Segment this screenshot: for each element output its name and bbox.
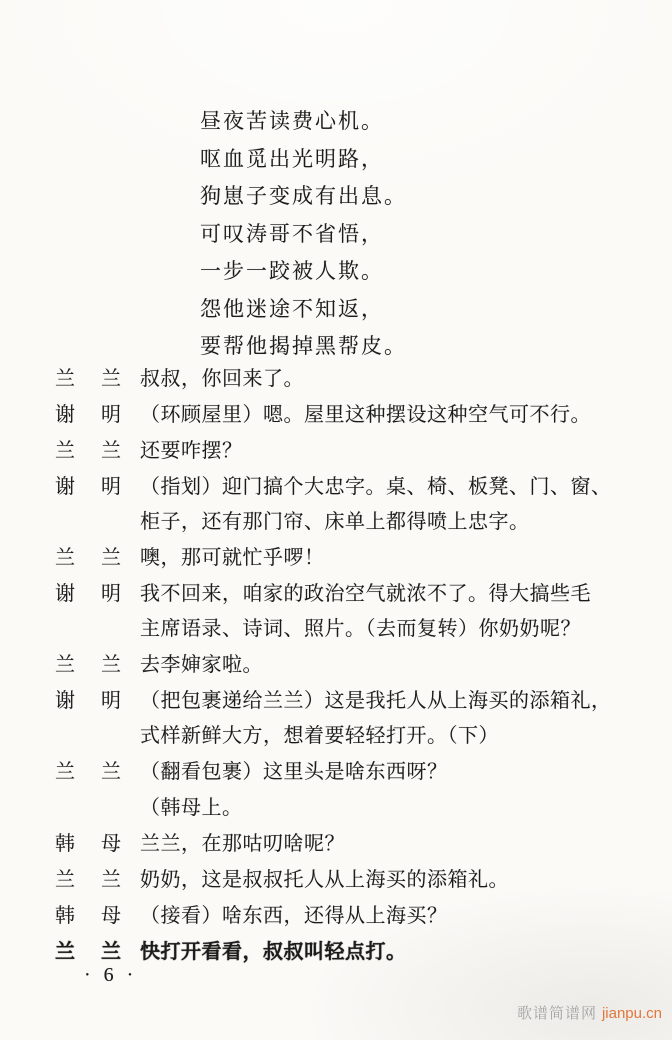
verse-line: 昼夜苦读费心机。 (200, 109, 384, 133)
speaker-name (55, 684, 121, 719)
speech-line: 叔叔，你回来了。 (140, 368, 304, 390)
verse-line: 可叹涛哥不省悟， (200, 221, 384, 246)
speech-text (140, 935, 407, 970)
speaker-char: 兰 (101, 869, 121, 891)
speech-text (140, 648, 263, 683)
speaker-char: 明 (101, 476, 121, 498)
dialogue-row (55, 684, 640, 754)
speaker-char: 兰 (55, 941, 75, 963)
speaker-char: 兰 (55, 869, 75, 891)
speaker-char: 兰 (55, 761, 75, 783)
dialogue-row (55, 398, 640, 433)
speaker-name (55, 434, 121, 469)
page-number: · 6 · (84, 964, 138, 986)
speaker-char: 韩 (55, 905, 75, 927)
speaker-char: 兰 (55, 440, 75, 462)
speaker-char: 兰 (55, 547, 75, 569)
speech-line: （接看）啥东西，还得从上海买？ (140, 905, 448, 927)
speech-line: 兰兰，在那咕叨啥呢？ (140, 833, 345, 855)
speaker-char: 兰 (55, 654, 75, 676)
speech-line: （把包裹递给兰兰）这是我托人从上海买的添箱礼， (140, 690, 612, 712)
verse-line: 一步一跤被人欺。 (200, 259, 384, 283)
dialogue-row (55, 470, 640, 540)
speaker-char: 韩 (55, 833, 75, 855)
speech-text (140, 899, 448, 934)
speaker-char: 兰 (101, 440, 121, 462)
speech-text (140, 541, 325, 576)
verse-line: 狗崽子变成有出息。 (200, 184, 407, 208)
speech-line: 还要咋摆？ (140, 440, 243, 462)
speech-line: 我不回来，咱家的政治空气就浓不了。得大搞些毛 (140, 583, 591, 605)
speaker-char: 兰 (101, 547, 121, 569)
speech-text (140, 791, 243, 826)
speaker-name (55, 541, 121, 576)
speech-text (140, 684, 612, 754)
speech-line: （指划）迎门搞个大忠字。桌、椅、板凳、门、窗、 (140, 476, 612, 498)
speaker-char: 谢 (55, 690, 75, 712)
speaker-char: 兰 (101, 761, 121, 783)
speech-text (140, 577, 591, 647)
speaker-name (55, 398, 121, 433)
speech-line: 去李婶家啦。 (140, 654, 263, 676)
speech-line: 噢，那可就忙乎啰！ (140, 547, 325, 569)
dialogue-row (55, 791, 640, 826)
speaker-char: 兰 (101, 941, 121, 963)
speaker-name (55, 470, 121, 505)
speaker-name (55, 827, 121, 862)
speech-text (140, 362, 304, 397)
speech-text (140, 863, 509, 898)
speaker-char: 谢 (55, 404, 75, 426)
dialogue-row (55, 935, 640, 970)
dialogue-row (55, 541, 640, 576)
speaker-char: 母 (101, 905, 121, 927)
dialogue-row (55, 899, 640, 934)
speech-text (140, 398, 591, 433)
speaker-char: 兰 (55, 368, 75, 390)
speech-text (140, 755, 448, 790)
speaker-char: 谢 (55, 583, 75, 605)
watermark (517, 1002, 662, 1023)
speaker-char: 谢 (55, 476, 75, 498)
speaker-char: 兰 (101, 654, 121, 676)
dialogue-row (55, 577, 640, 647)
dialogue-row (55, 863, 640, 898)
verse-line: 要帮他揭掉黑帮皮。 (200, 334, 407, 358)
speech-line: 快打开看看，叔叔叫轻点打。 (140, 941, 407, 963)
speech-text (140, 470, 612, 540)
speaker-name (55, 863, 121, 898)
speech-text (140, 434, 243, 469)
speaker-name (55, 362, 121, 397)
watermark-site-name: 歌谱简谱网 (516, 1005, 597, 1022)
speech-text (140, 827, 345, 862)
dialogue-row (55, 755, 640, 790)
speaker-name (55, 648, 121, 683)
speaker-char: 兰 (101, 368, 121, 390)
speech-line: （环顾屋里）嗯。屋里这种摆设这种空气可不行。 (140, 404, 591, 426)
speech-line: 式样新鲜大方，想着要轻轻打开。（下） (140, 725, 499, 747)
speech-line: 奶奶，这是叔叔托人从上海买的添箱礼。 (140, 869, 509, 891)
dialogue-block (55, 362, 640, 971)
speaker-char: 明 (101, 690, 121, 712)
dialogue-row (55, 362, 640, 397)
speech-line: （韩母上。 (140, 797, 243, 819)
dialogue-row (55, 648, 640, 683)
speaker-name (55, 577, 121, 612)
verse-line: 怨他迷途不知返， (200, 296, 384, 321)
speech-line: 主席语录、诗词、照片。（去而复转）你奶奶呢？ (140, 618, 581, 640)
speaker-char: 明 (101, 404, 121, 426)
speech-line: （翻看包裹）这里头是啥东西呀？ (140, 761, 448, 783)
speech-line: 柜子，还有那门帘、床单上都得喷上忠字。 (140, 511, 530, 533)
watermark-site-url: jianpu.cn (601, 1005, 662, 1022)
speaker-name (55, 899, 121, 934)
verse-line: 呕血觅出光明路， (200, 146, 384, 171)
dialogue-row (55, 827, 640, 862)
verse-block (200, 103, 407, 366)
speaker-name (55, 755, 121, 790)
dialogue-row (55, 434, 640, 469)
speaker-char: 明 (101, 583, 121, 605)
speaker-char: 母 (101, 833, 121, 855)
